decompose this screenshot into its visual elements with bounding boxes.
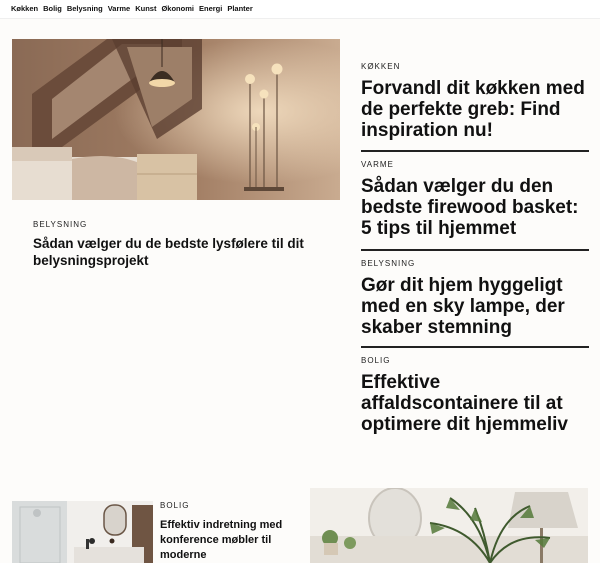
bottom-right-article-image[interactable]	[310, 488, 588, 563]
side-article-title[interactable]: Gør dit hjem hyggeligt med en sky lampe, der skaber stemning	[361, 275, 565, 338]
bedroom-lamp-photo	[12, 39, 340, 200]
side-article	[361, 356, 589, 435]
nav-item-belysning[interactable]: Belysning	[66, 4, 103, 13]
nav-item-varme[interactable]: Varme	[107, 4, 131, 13]
top-nav	[0, 0, 600, 19]
nav-menu	[11, 4, 253, 13]
featured-article-image[interactable]	[12, 39, 340, 200]
bottom-article-category: BOLIG	[160, 501, 190, 510]
nav-item-bolig[interactable]: Bolig	[43, 4, 62, 13]
nav-item-kokken[interactable]: Køkken	[11, 4, 39, 13]
featured-article-title[interactable]: Sådan vælger du de bedste lysfølere til dit belysningsprojekt	[33, 236, 304, 268]
side-article-category: VARME	[361, 160, 394, 169]
featured-article-category: BELYSNING	[33, 220, 88, 229]
side-article	[361, 160, 589, 239]
side-article-title[interactable]: Sådan vælger du den bedste firewood basket: 5 tips til hjemmet	[361, 176, 579, 239]
nav-item-energi[interactable]: Energi	[198, 4, 223, 13]
side-article-category: KØKKEN	[361, 62, 401, 71]
side-article-category: BOLIG	[361, 356, 391, 365]
divider	[361, 346, 589, 348]
side-article-title[interactable]: Forvandl dit køkken med de perfekte greb: Find inspiration nu!	[361, 78, 585, 141]
side-article	[361, 259, 589, 338]
bathroom-photo	[12, 501, 153, 563]
side-article	[361, 62, 589, 141]
nav-item-okonomi[interactable]: Økonomi	[161, 4, 194, 13]
side-article-title[interactable]: Effektive affaldscontainere til at optimere dit hjemmeliv	[361, 372, 568, 435]
divider	[361, 150, 589, 152]
nav-item-planter[interactable]: Planter	[227, 4, 253, 13]
divider	[361, 249, 589, 251]
living-room-plant-photo	[310, 488, 588, 563]
side-article-category: BELYSNING	[361, 259, 416, 268]
bottom-article-title[interactable]: Effektiv indretning med konference møbler til moderne	[160, 519, 283, 561]
nav-item-kunst[interactable]: Kunst	[135, 4, 157, 13]
bottom-article-image[interactable]	[12, 501, 153, 563]
